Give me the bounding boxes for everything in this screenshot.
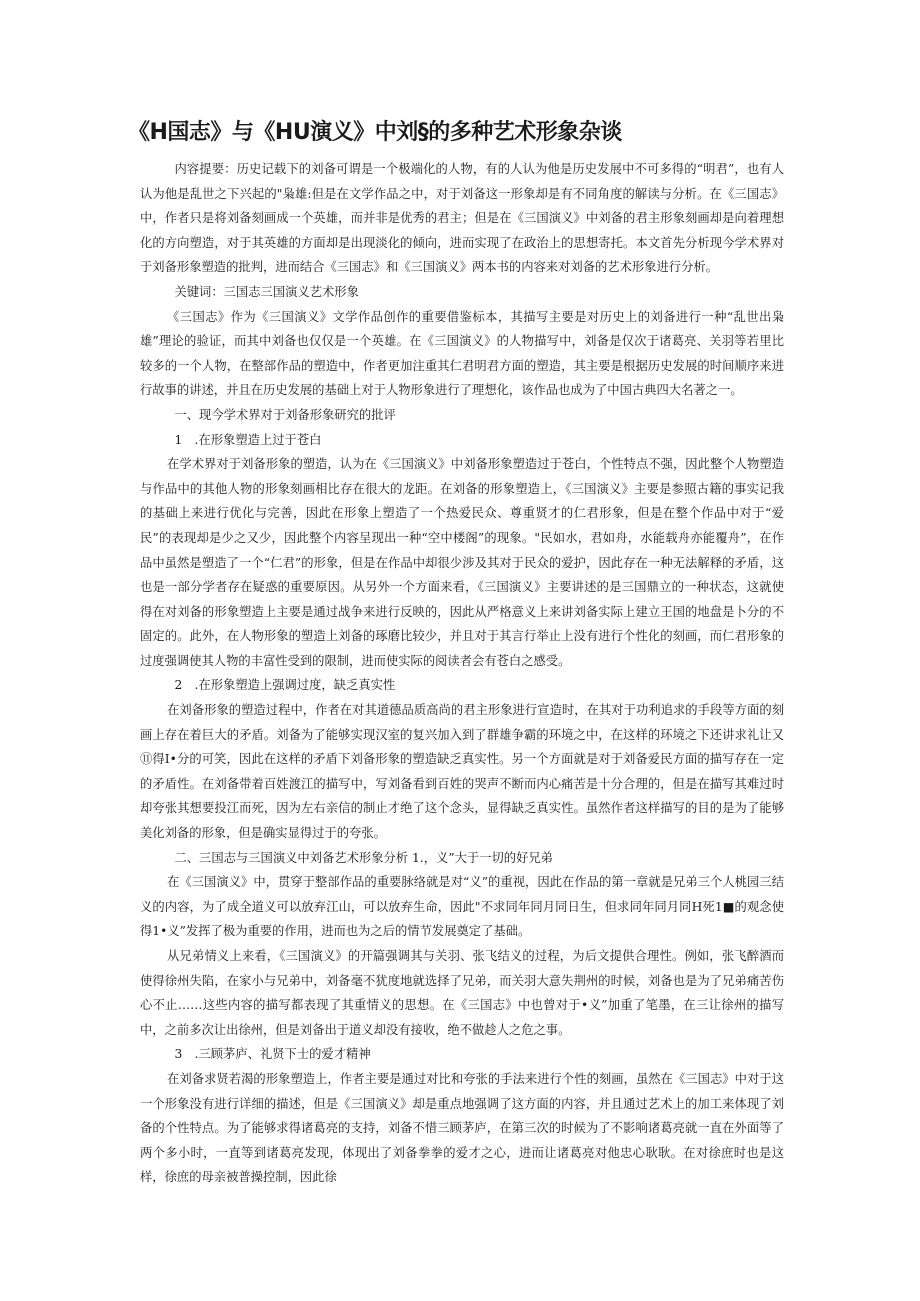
section-heading-2: 二、三国志与三国演义中刘备艺术形象分析 1.，义”大于一切的好兄弟 — [174, 850, 553, 865]
subsection-heading-1: 1 .在形象塑造上过于苍白 — [174, 432, 322, 447]
body-paragraph: 在刘备求贤若渴的形象塑造上，作者主要是通过对比和夸张的手法来进行个性的刻画，虽然在《三国志》中对于这一个形象没有进行详细的描述，但是《三国演义》却是重点地强调了这方面的内容，并且通过艺术上的加工来体现了刘备的个性特点。为了能够求得诸葛亮的支持，刘备不惜三顾茅庐，在第三次的时候为了不影响诸葛亮就一直在外面等了两个多小时，一直等到诸葛亮发现，体现出了刘备拳拳的爱才之心，进而让诸葛亮对他忠心耿耿。在对徐庶时也是这样，徐庶的母亲被普操控制，因此徐 — [140, 1071, 784, 1185]
body-paragraph: 在《三国演义》中，贯穿于整部作品的重要脉络就是对“义”的重视，因此在作品的第一章就是兄弟三个人桃园三结义的内容，为了成全道义可以放弃江山，可以放弃生命，因此"不求同年同月同日生，但求同年同月同H死1■的观念使得1•义”发挥了极为重要的作用，进而也为之后的情节发展奠定了基础。 — [140, 875, 784, 939]
subsection-heading-3: 3 .三顾茅庐、礼贤下士的爱才精神 — [174, 1047, 371, 1062]
subsection-heading-2: 2 .在形象塑造上强调过度，缺乏真实性 — [174, 678, 396, 693]
keywords-line: 关键词：三国志三国演义艺术形象 — [174, 284, 359, 299]
body-paragraph: 从兄弟情义上来看，《三国演义》的开篇强调其与关羽、张飞结义的过程，为后文提供合理性。例如，张飞醉酒而使得徐州失陷，在家小与兄弟中，刘备毫不犹度地就选择了兄弟，而关羽大意失荆州的时候，刘备也是为了兄弟痛苦伤心不止……这些内容的描写都表现了其重情义的思想。在《三国志》中也曾对于•义”加重了笔墨，在三让徐州的描写中，之前多次让出徐州，但是刘备出于道义却没有接收，绝不做趁人之危之事。 — [140, 949, 784, 1037]
body-paragraph: 在刘备形象的塑造过程中，作者在对其道德品质高尚的君主形象进行宣造时，在其对于功利追求的手段等方面的刻画上存在着巨大的矛盾。刘备为了能够实现汉室的复兴加入到了群雄争霸的环境之中，在这样的环境之下还讲求礼让又⑪得I•分的可笑，因此在这样的矛盾下刘备形象的塑造缺乏真实性。另一个方面就是对于刘备爱民方面的描写存在一定的矛盾性。在刘备带着百姓渡江的描写中，写刘备看到百姓的哭声不断而内心痛苦是十分合理的，但是在描写其难过时却夸张其想要投江而死，因为左右亲信的制止才绝了这个念头，显得缺乏真实性。虽然作者这样描写的目的是为了能够美化刘备的形象，但是确实显得过于的夸张。 — [140, 703, 784, 841]
document-body — [140, 157, 784, 1190]
section-heading-1: 一、现今学术界对于刘备形象研究的批评 — [174, 407, 396, 422]
body-paragraph: 《三国志》作为《三国演义》文学作品创作的重要借鉴标本，其描写主要是对历史上的刘备进行一种“乱世出枭雄”理论的验证，而其中刘备也仅仅是一个英雄。在《三国演义》的人物描写中，刘备是仅次于诸葛亮、关羽等若里比较多的一个人物，在整部作品的塑造中，作者更加注重其仁君明君方面的塑造，其主要是根据历史发展的时间顺序来进行故事的讲述，并且在历史发展的基础上对于人物形象进行了理想化，该作品也成为了中国古典四大名著之一。 — [140, 309, 784, 398]
body-paragraph: 在学术界对于刘备形象的塑造，认为在《三国演义》中刘备形象塑造过于苍白，个性特点不强，因此整个人物塑造与作品中的其他人物的形象刻画相比存在很大的龙距。在刘备的形象塑造上，《三国演义》主要是参照古籍的事实记我的基础上来进行优化与完善，因此在形象上塑造了一个热爱民众、尊重贤才的仁君形象，但是在整个作品中对于“爱民”的表现却是少之又少，因此整个内容呈现出一种“空中楼阁”的现象。"民如水，君如舟，水能载舟亦能覆舟”，在作品中虽然是塑造了一个“仁君”的形象，但是在作品中却很少涉及其对于民众的爱护，因此存在一种无法解释的矛盾，这也是一部分学者存在疑惑的重要原因。从另外一个方面来看，《三国演义》主要讲述的是三国鼎立的一种状态，这就使得在对刘备的形象塑造上主要是通过战争来进行反映的，因此从严格意义上来讲刘备实际上建立王国的地盘是卜分的不固定的。此外，在人物形象的塑造上刘备的琢磨比较少，并且对于其言行举止上没有进行个性化的刻画，而仁君形象的过度强调使其人物的丰富性受到的限制，进而使实际的阅读者会有苍白之感受。 — [140, 457, 784, 668]
document-title: 《H国志》与《HU演义》中刘§的多种艺术形象杂谈 — [128, 120, 622, 145]
abstract-paragraph: 内容提要：历史记载下的刘备可谓是一个极端化的人物，有的人认为他是历史发展中不可多得的“明君”，也有人认为他是乱世之下兴起的"枭雄:但是在文学作品之中，对于刘备这一形象却是有不同角度的解读与分析。在《三国志》中，作者只是将刘备刻画成一个英雄，而并非是优秀的君主；但是在《三国演义》中刘备的君主形象刻画却是向着理想化的方向塑造，对于其英雄的方面却是出现淡化的倾向，进而实现了在政治上的思想寄托。本文首先分析现今学术界对于刘备形象塑造的批判，进而结合《三国志》和《三国演义》两本书的内容来对刘备的艺术形象进行分析。 — [140, 162, 784, 275]
